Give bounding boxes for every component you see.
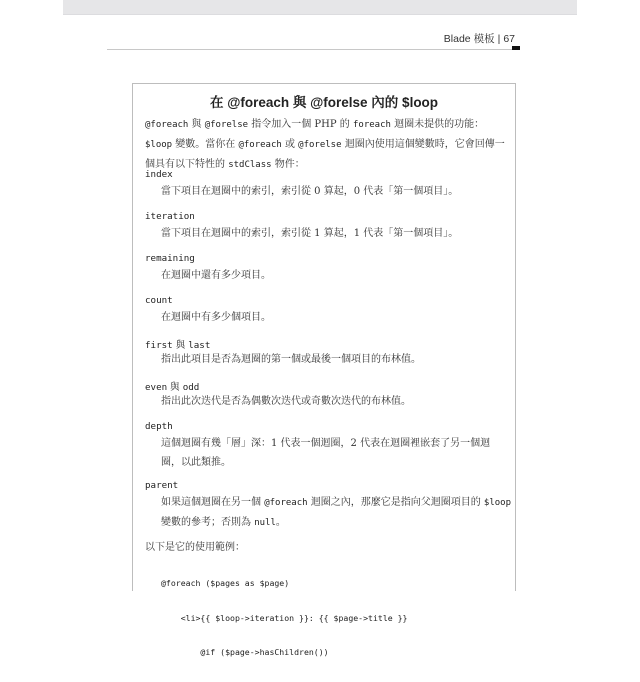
text: 物件： [271, 159, 305, 170]
page-number: 67 [503, 33, 515, 45]
code-foreach: @foreach [145, 120, 189, 130]
code-foreach: @foreach [264, 498, 308, 508]
code-forelse: @forelse [298, 140, 342, 150]
term-depth: depth [145, 421, 173, 432]
term-join: 與 [172, 340, 189, 351]
example-lead: 以下是它的使用範例： [145, 542, 245, 553]
text: 迴圈之內，那麼它是指向父迴圈項目的 [307, 497, 484, 508]
term-index: index [145, 169, 173, 180]
text: 變數。當你在 [172, 139, 239, 150]
term-iteration: iteration [145, 211, 195, 222]
desc-count: 在迴圈中有多少個項目。 [161, 312, 271, 323]
desc-iteration: 當下項目在迴圈中的索引，索引從 1 算起，1 代表「第一個項目」。 [161, 228, 459, 239]
running-header [107, 30, 515, 50]
text: 迴圈未提供的功能： [390, 119, 485, 130]
text: 指令加入一個 PHP 的 [248, 119, 353, 130]
term-remaining: remaining [145, 253, 195, 264]
term-parent: parent [145, 480, 179, 491]
term-count: count [145, 295, 173, 306]
text: 或 [281, 139, 299, 150]
code-stdclass: stdClass [228, 160, 272, 170]
chapter-title: Blade 模板 [443, 33, 495, 45]
text: 。 [275, 517, 286, 528]
intro-paragraph [145, 115, 507, 175]
code-line: <li>{{ $loop->iteration }}: {{ $page->title }} [161, 612, 408, 623]
header-separator: | [497, 33, 501, 45]
top-scroll-bar [63, 0, 577, 15]
desc-remaining: 在迴圈中還有多少項目。 [161, 270, 271, 281]
code-forelse: @forelse [204, 120, 249, 130]
code-foreach-php: foreach [352, 120, 391, 130]
text: 與 [188, 119, 205, 130]
code-null: null [254, 518, 276, 528]
desc-depth [161, 434, 501, 472]
desc-depth-line2: 圈，以此類推。 [161, 457, 231, 468]
term-join: 與 [167, 382, 183, 393]
desc-even-odd: 指出此次迭代是否為偶數次迭代或奇數次迭代的布林值。 [161, 396, 411, 407]
sidebar-box [132, 83, 516, 657]
page-edge-mark [512, 46, 520, 50]
text: 變數的參考；否則為 [161, 517, 255, 528]
desc-parent [161, 493, 511, 533]
term-odd: odd [182, 382, 200, 393]
desc-index: 當下項目在迴圈中的索引，索引從 0 算起，0 代表「第一個項目」。 [161, 186, 459, 197]
term-first: first [145, 340, 173, 351]
code-loop: $loop [145, 140, 173, 150]
code-line: @foreach ($pages as $page) [161, 578, 290, 588]
text: 迴圈內使用這個變數時，它會回傳一個具有以下特性的 [145, 139, 505, 170]
code-line: @if ($page->hasChildren()) [161, 647, 329, 657]
term-even-odd [145, 379, 199, 393]
term-last: last [188, 340, 211, 351]
code-foreach: @foreach [238, 140, 282, 150]
text: 如果這個迴圈在另一個 [161, 497, 265, 508]
sidebar-title: 在 @foreach 與 @forelse 內的 $loop [209, 95, 439, 110]
desc-depth-line1: 這個迴圈有幾「層」深：1 代表一個迴圈，2 代表在迴圈裡嵌套了另一個迴 [161, 438, 491, 449]
code-example [161, 555, 407, 682]
term-even: even [145, 382, 168, 393]
term-first-last [145, 337, 210, 351]
code-loop: $loop [483, 498, 511, 508]
desc-first-last: 指出此項目是否為迴圈的第一個或最後一個項目的布林值。 [161, 354, 421, 365]
